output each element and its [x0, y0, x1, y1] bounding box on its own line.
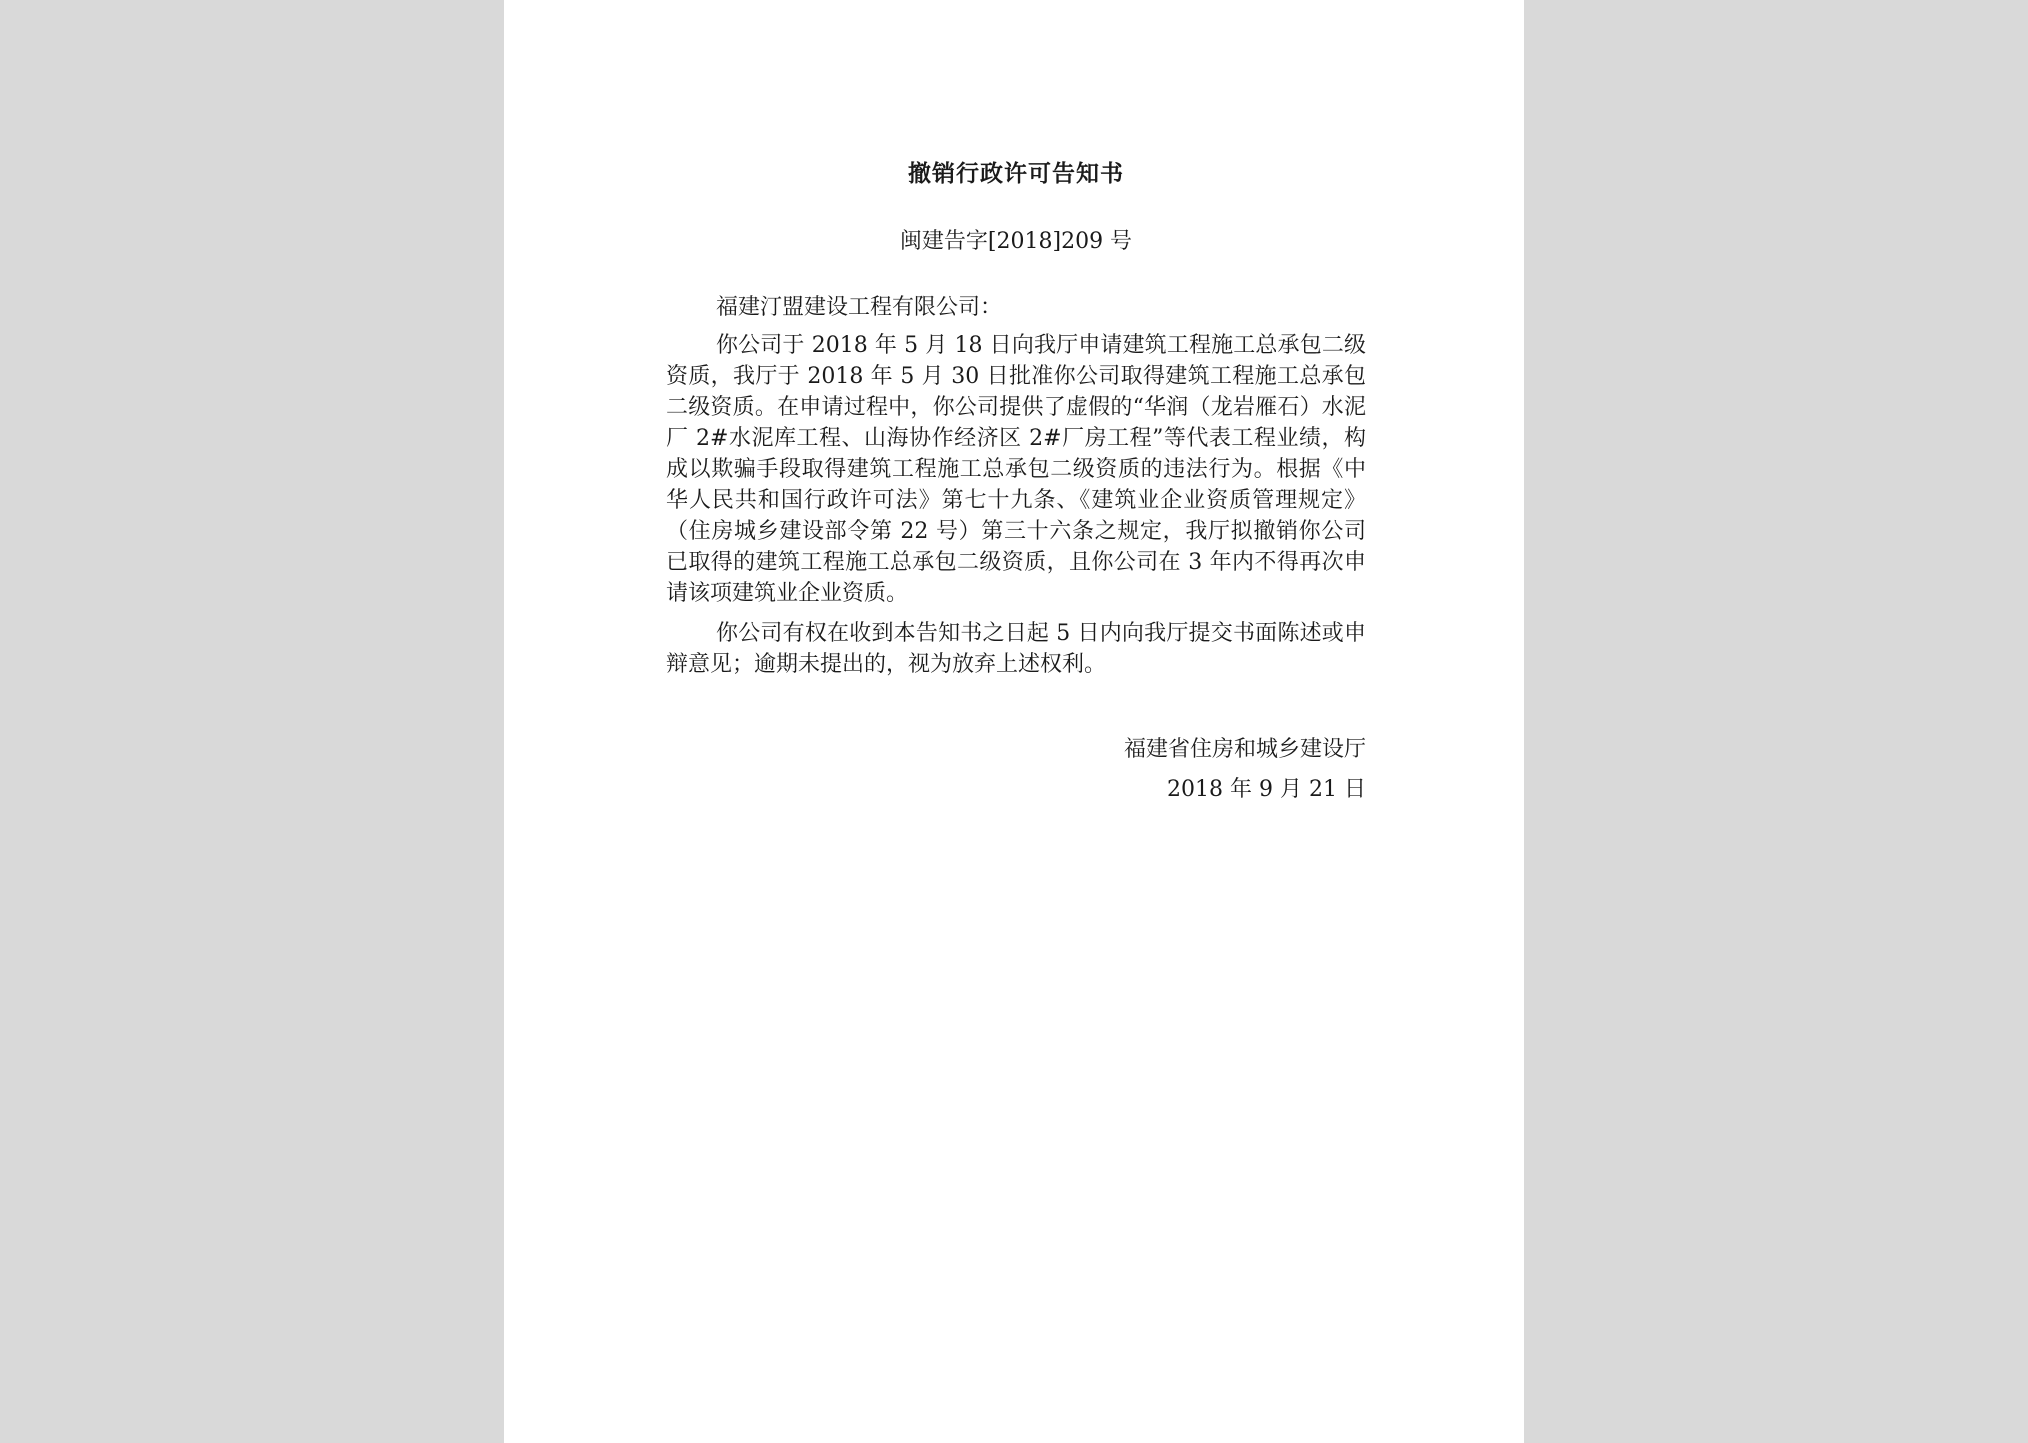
document-page: [504, 0, 1524, 1443]
body-paragraph-1: 你公司于 2018 年 5 月 18 日向我厅申请建筑工程施工总承包二级资质，我厅于 2018 年 5 月 30 日批准你公司取得建筑工程施工总承包二级资质。在申请过程中，你公司提供了虚假的“华润（龙岩雁石）水泥厂 2#水泥库工程、山海协作经济区 2#厂房工程”等代表工程业绩，构成以欺骗手段取得建筑工程施工总承包二级资质的违法行为。根据《中华人民共和国行政许可法》第七十九条、《建筑业企业资质管理规定》（住房城乡建设部令第 22 号）第三十六条之规定，我厅拟撤销你公司已取得的建筑工程施工总承包二级资质，且你公司在 3 年内不得再次申请该项建筑业企业资质。: [666, 333, 1366, 606]
signature-block: [1124, 730, 1366, 810]
issue-date: 2018 年 9 月 21 日: [1167, 777, 1366, 802]
document-number: 闽建告字[2018]209 号: [899, 229, 1133, 254]
salutation: 福建汀盟建设工程有限公司：: [716, 295, 1003, 320]
issuer-name: 福建省住房和城乡建设厅: [1123, 737, 1366, 762]
document-title: 撤销行政许可告知书: [908, 160, 1124, 187]
body-paragraph-2: 你公司有权在收到本告知书之日起 5 日内向我厅提交书面陈述或申辩意见；逾期未提出的，视为放弃上述权利。: [666, 621, 1366, 677]
